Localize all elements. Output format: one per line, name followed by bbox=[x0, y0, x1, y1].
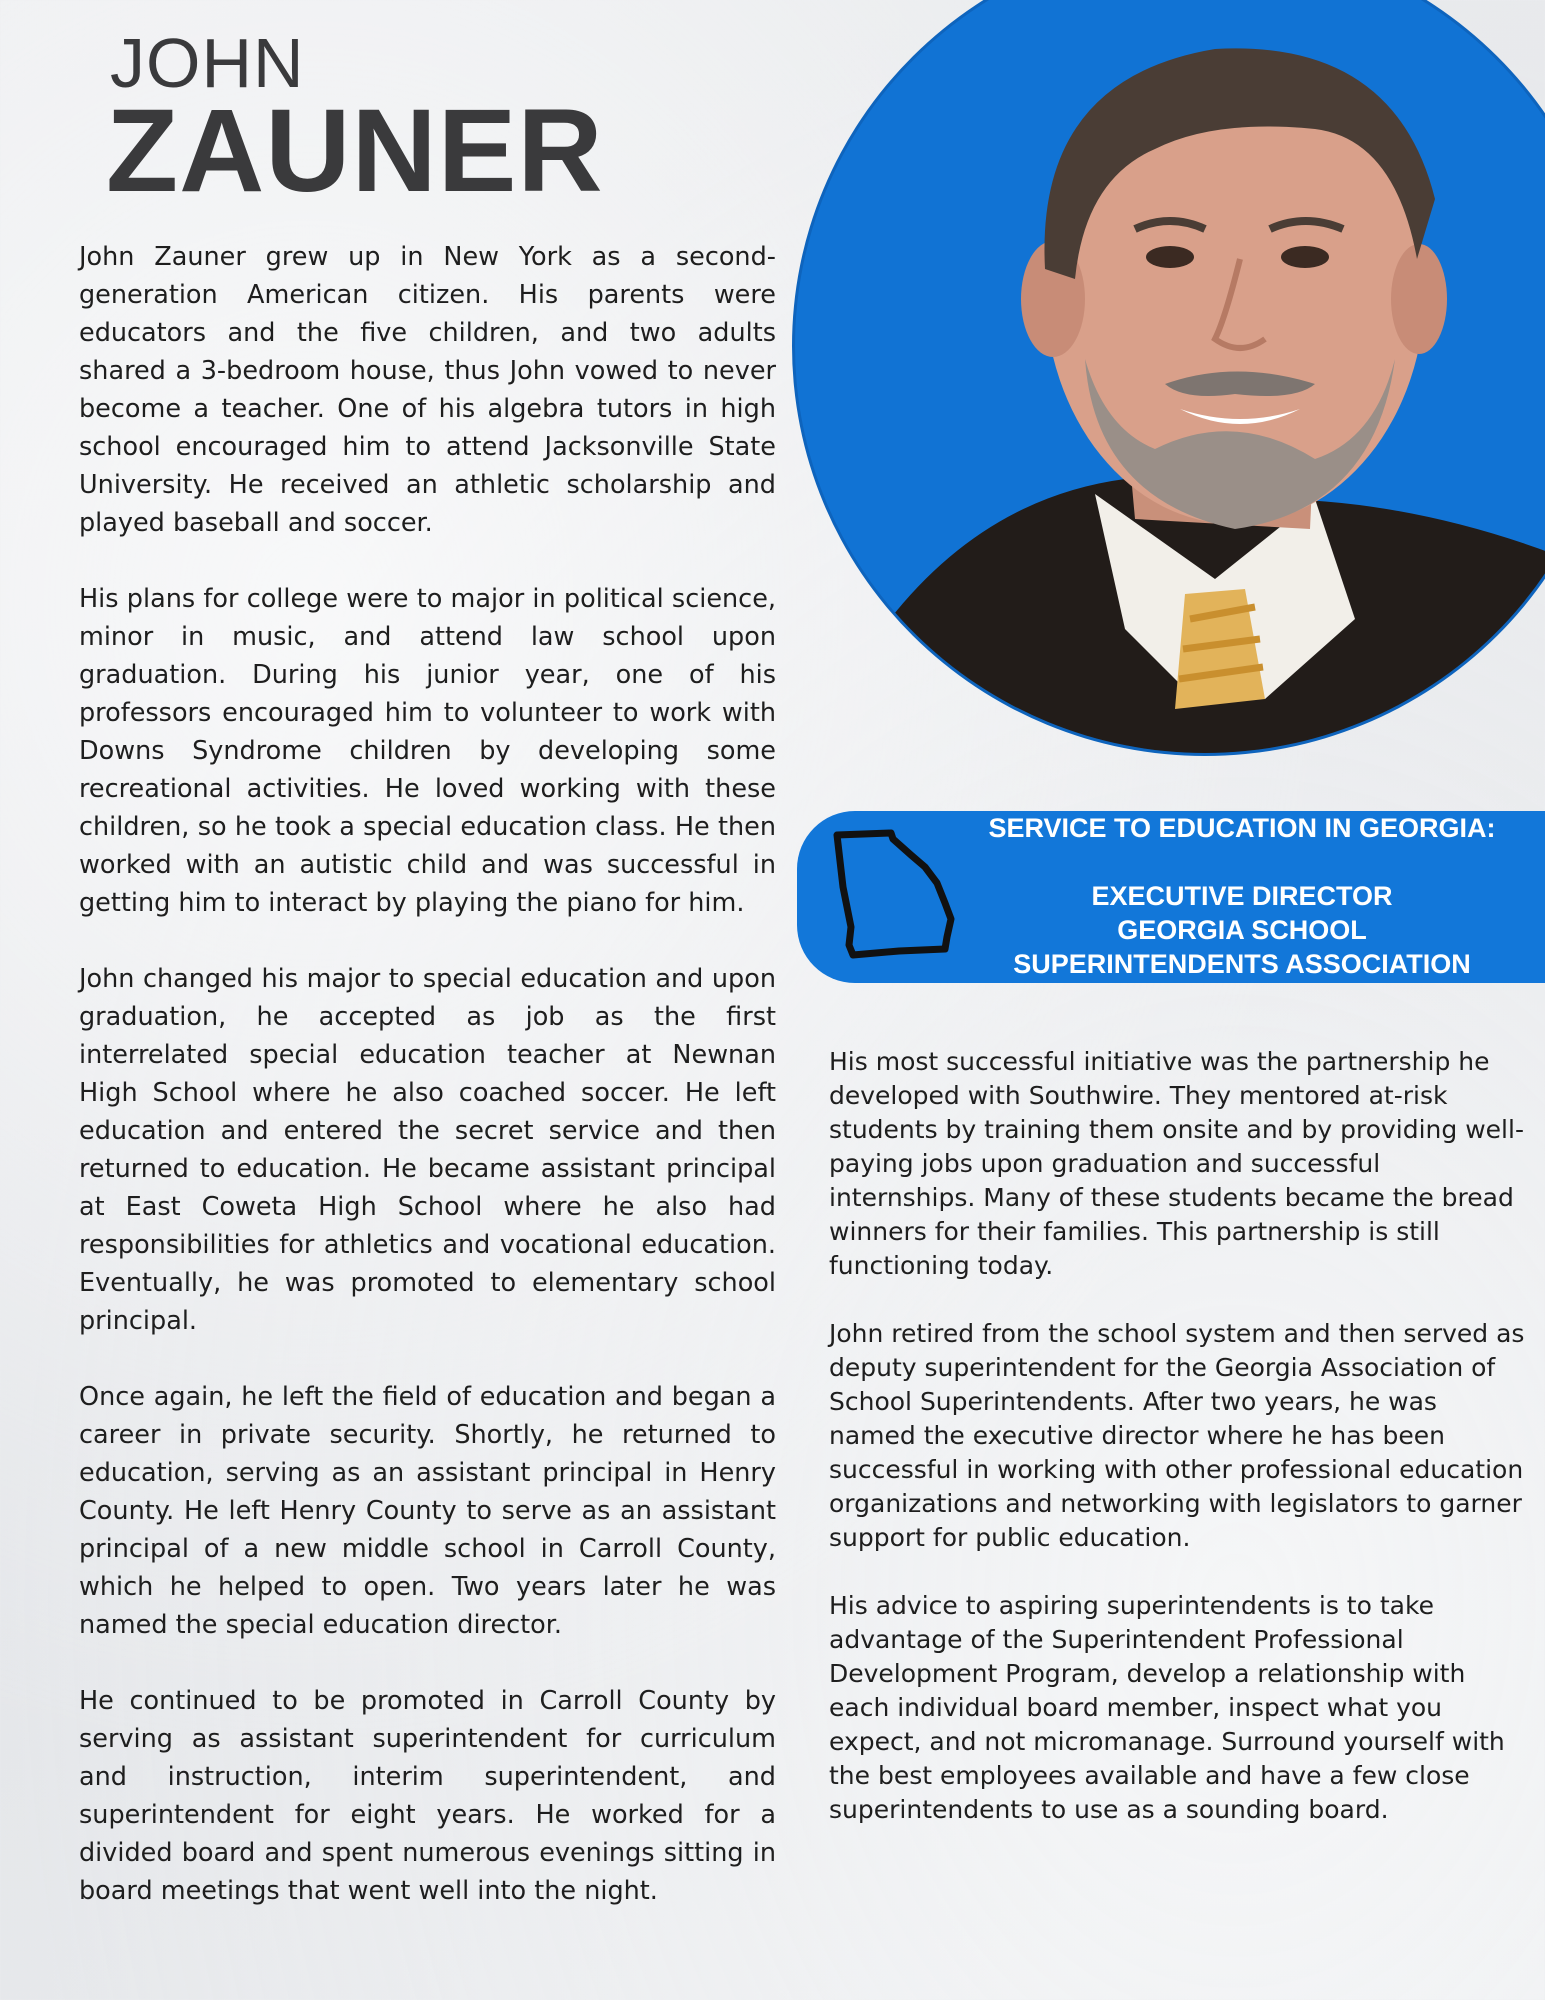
banner-title bbox=[939, 879, 1545, 981]
banner-heading: SERVICE TO EDUCATION IN GEORGIA: bbox=[988, 813, 1496, 843]
bio-paragraph: His plans for college were to major in political science, minor in music, and attend law school upon graduation. During his junior year, one of his professors encouraged him to volunteer to work with Downs Syndrome children by developing some recreational activities. He loved working with these children, so he took a special education class. He then worked with an autistic child and was successful in getting him to interact by playing the piano for him. bbox=[79, 584, 776, 918]
ear-right bbox=[1391, 244, 1447, 354]
eye-right bbox=[1281, 246, 1329, 268]
banner-title-line: GEORGIA SCHOOL bbox=[1117, 915, 1367, 945]
first-name: JOHN bbox=[110, 24, 305, 102]
bio-paragraph: Once again, he left the field of education and began a career in private security. Shortly, he returned to education, serving as an assistant principal in Henry County. He left Henry County to serve as an assistant principal of a new middle school in Carroll County, which he helped to open. Two years later he was named the special education director. bbox=[79, 1382, 776, 1640]
portrait-photo bbox=[792, 0, 1545, 756]
bio-paragraph: He continued to be promoted in Carroll County by serving as assistant superintendent for curriculum and instruction, interim superintendent, and superintendent for eight years. He worked for a divided board and spent numerous evenings sitting in board meetings that went well into the night. bbox=[79, 1686, 776, 1906]
biography-left-column bbox=[79, 238, 776, 1948]
last-name: ZAUNER bbox=[106, 85, 604, 217]
banner-title-line: EXECUTIVE DIRECTOR bbox=[1091, 881, 1393, 911]
bio-paragraph: John retired from the school system and then served as deputy superintendent for the Georgia Association of School Superintendents. After two years, he was named the executive director where he has been successful in working with other professional education organizations and networking with legislators to garner support for public education. bbox=[829, 1319, 1525, 1552]
bio-paragraph: His advice to aspiring superintendents is to take advantage of the Superintendent Professional Development Program, develop a relationship with each individual board member, inspect what you expect, and not micromanage. Surround yourself with the best employees available and have a few close superintendents to use as a sounding board. bbox=[829, 1591, 1505, 1824]
bio-paragraph: John Zauner grew up in New York as a second-generation American citizen. His parents were educators and the five children, and two adults shared a 3-bedroom house, thus John vowed to never become a teacher. One of his algebra tutors in high school encouraged him to attend Jacksonville State University. He received an athletic scholarship and played baseball and soccer. bbox=[79, 242, 776, 538]
eye-left bbox=[1146, 246, 1194, 268]
bio-paragraph: John changed his major to special education and upon graduation, he accepted as job as the first interrelated special education teacher at Newnan High School where he also coached soccer. He left education and entered the secret service and then returned to education. He became assistant principal at East Coweta High School where he also had responsibilities for athletics and vocational education. Eventually, he was promoted to elementary school principal. bbox=[79, 964, 776, 1336]
banner-title-line: SUPERINTENDENTS ASSOCIATION bbox=[1013, 949, 1471, 979]
service-banner bbox=[797, 811, 1545, 983]
bio-paragraph: His most successful initiative was the partnership he developed with Southwire. They mentored at-risk students by training them onsite and by providing well-paying jobs upon graduation and successful internships. Many of these students became the bread winners for their families. This partnership is still functioning today. bbox=[829, 1047, 1524, 1280]
biography-right-column bbox=[829, 1045, 1529, 1861]
portrait-illustration bbox=[795, 0, 1545, 753]
